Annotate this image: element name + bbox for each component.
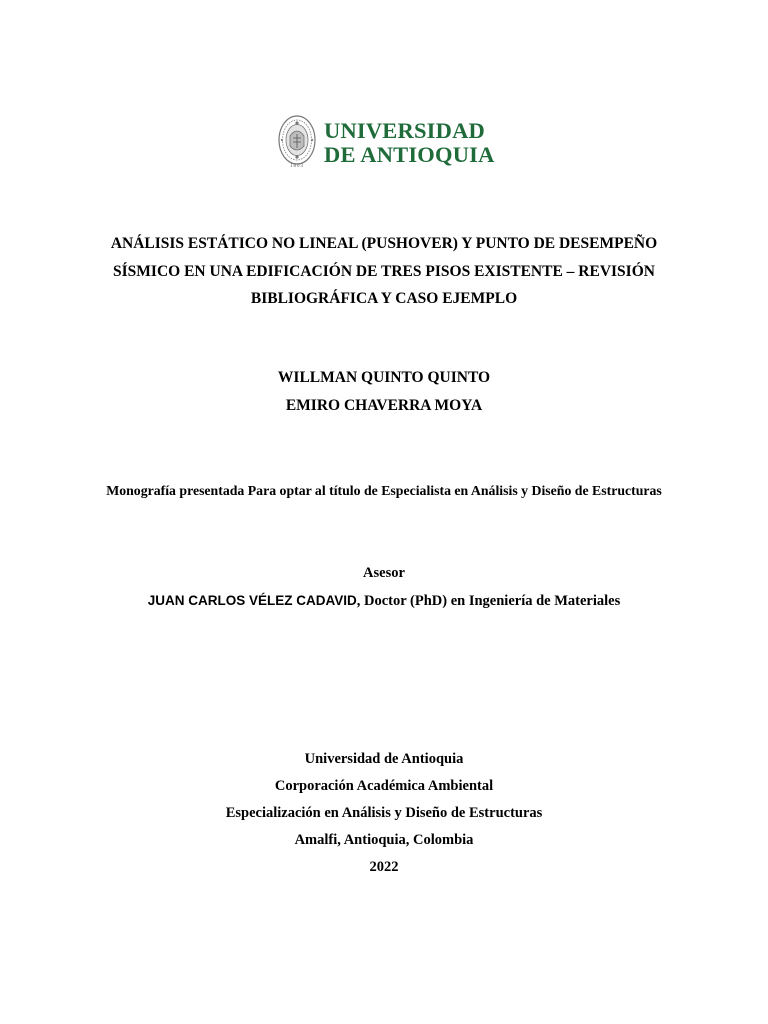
title-line-1: ANÁLISIS ESTÁTICO NO LINEAL (PUSHOVER) Y PUNTO DE DESEMPEÑO <box>110 235 658 252</box>
university-name: Universidad de Antioquia <box>304 751 464 767</box>
year: 2022 <box>369 859 399 875</box>
wordmark-line-2: DE ANTIOQUIA <box>324 142 495 167</box>
location: Amalfi, Antioquia, Colombia <box>294 832 474 848</box>
program-name: Especialización en Análisis y Diseño de Estructuras <box>225 805 543 821</box>
title-line-2: SÍSMICO EN UNA EDIFICACIÓN DE TRES PISOS EXISTENTE – REVISIÓN <box>113 262 655 280</box>
author-name: EMIRO CHAVERRA MOYA <box>285 396 483 414</box>
author-name: WILLMAN QUINTO QUINTO <box>277 369 491 386</box>
authors <box>0 364 768 419</box>
university-logo <box>276 114 495 172</box>
advisor-name: JUAN CARLOS VÉLEZ CADAVID <box>147 593 357 608</box>
advisor-credentials: , Doctor (PhD) en Ingeniería de Materiales <box>356 593 621 609</box>
wordmark-line-1: UNIVERSIDAD <box>324 118 485 143</box>
title-line-3: BIBLIOGRÁFICA Y CASO EJEMPLO <box>250 290 518 307</box>
corporation-name: Corporación Académica Ambiental <box>274 778 494 794</box>
seal-year: 1803 <box>290 164 304 169</box>
monograph-statement: Monografía presentada Para optar al título de Especialista en Análisis y Diseño de Estructuras <box>106 483 662 498</box>
document-title <box>84 230 684 313</box>
university-seal-icon <box>276 114 318 172</box>
university-wordmark <box>324 119 495 167</box>
advisor-section <box>0 560 768 615</box>
advisor-line <box>0 587 768 615</box>
advisor-label: Asesor <box>363 565 405 581</box>
institution-block <box>0 746 768 881</box>
